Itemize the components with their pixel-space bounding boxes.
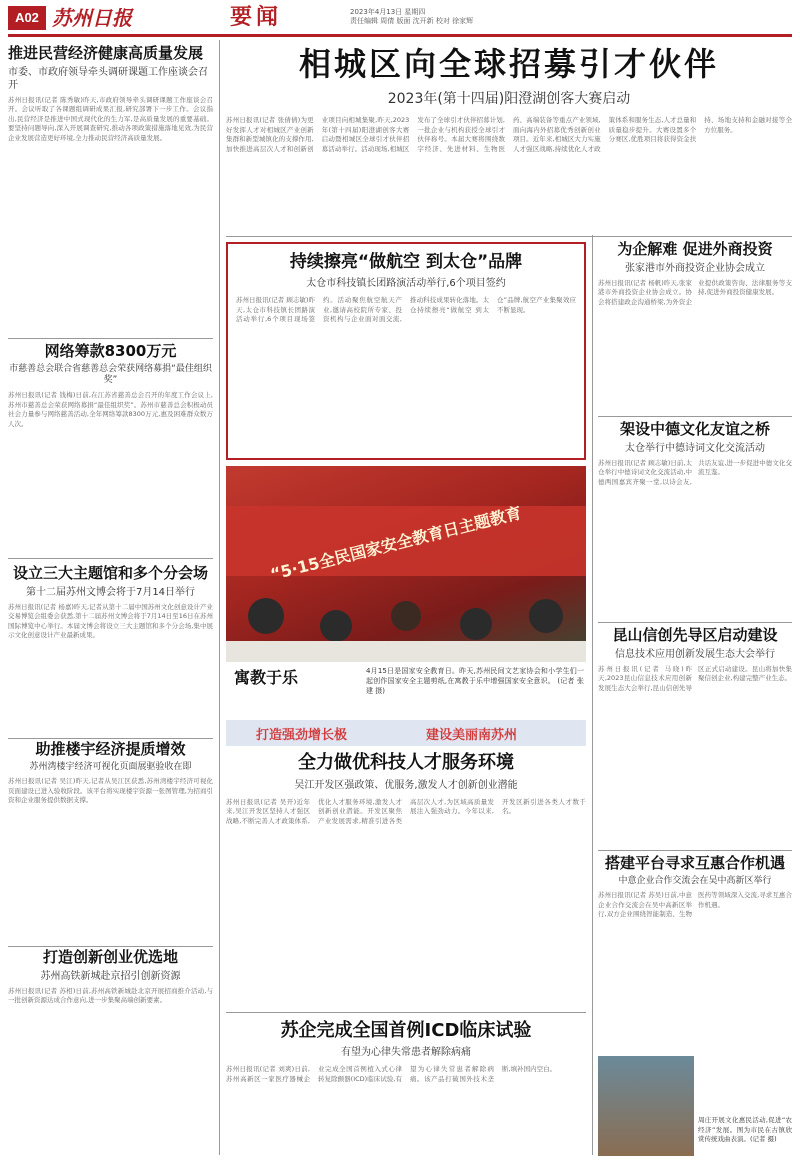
article-sino-italian — [598, 854, 792, 1054]
photo-credit: (记者 张建 摄) — [366, 677, 584, 695]
article-talent-service — [226, 752, 586, 1010]
article-body: 苏州日报讯(记者 杨帆)昨天,张家港市外商投资企业协会成立。协会将搭建政企沟通桥梁,为外资企业提供政策咨询、法律服务等支持,促进外商投资健康发展。 — [598, 278, 792, 306]
article-sino-german — [598, 420, 792, 620]
newspaper-logo: 苏州日报 — [52, 6, 132, 30]
bottom-photo — [598, 1056, 694, 1156]
divider — [8, 946, 213, 947]
article-subtitle: 第十二届苏州文博会将于7月14日举行 — [25, 586, 196, 598]
slogan-text-2: 建设美丽南苏州 — [426, 728, 518, 743]
article-kunshan — [598, 626, 792, 846]
photo-person-head — [460, 608, 492, 640]
divider — [226, 1012, 586, 1013]
article-title: 架设中德文化友谊之桥 — [619, 420, 770, 438]
article-title: 苏企完成全国首例ICD临床试验 — [280, 1020, 532, 1041]
bottom-photo-block — [598, 1056, 792, 1156]
divider — [8, 338, 213, 339]
article-body: 苏州日报讯(记者 顾志敏)昨天,太仓市科技镇长团路演活动举行,6个项目现场签约。活动聚焦航空航天产业,邀请高校院所专家、投资机构与企业面对面交流,推动科技成果转化落地。太仓持续擦亮“做航空 到太仓”品牌,航空产业集聚效应不断显现。 — [236, 296, 576, 324]
article-title: 助推楼宇经济提质增效 — [35, 740, 186, 758]
article-subtitle: 太仓市科技镇长团路演活动举行,6个项目签约 — [306, 278, 506, 290]
article-body: 苏州日报讯(记者 苏相)日前,苏州高铁新城赴北京开展招商推介活动,与一批创新资源达成合作意向,进一步集聚高端创新要素。 — [8, 986, 213, 1005]
article-body: 苏州日报讯(记者 刘爽)日前,苏州高新区一家医疗器械企业完成全国首例植入式心律转复除颤器(ICD)临床试验,有望为心律失常患者解除病痛。该产品打破国外技术垄断,填补国内空白。 — [226, 1065, 557, 1083]
article-body: 苏州日报讯(记者 钱梅)日前,在江苏省慈善总会召开的年度工作会议上,苏州市慈善总会荣获网络募捐“最佳组织奖”。苏州市慈善总会积极动员社会力量参与网络慈善活动,全年网络筹款8300万元,惠及困难群众数万人次。 — [8, 391, 213, 428]
photo-caption-area — [226, 664, 586, 716]
photo-banner-text: “5·15全民国家安全教育日主题教育 — [268, 503, 524, 584]
article-body: 苏州日报讯(记者 杨嘉)昨天,记者从第十二届中国苏州文化创意设计产业交易博览会组委会获悉,第十二届苏州文博会将于7月14日至16日在苏州国际博览中心举行。本届文博会将设立三大主题馆和多个分会场,集中展示文化创意设计产业最新成果。 — [8, 602, 213, 640]
column-divider — [592, 235, 593, 1155]
article-body: 苏州日报讯(记者 吴江)昨天,记者从吴江区获悉,苏州湾楼宇经济可视化页面建设已进入验收阶段。该平台将实现楼宇资源一张图管理,为招商引资和企业服务提供数据支撑。 — [8, 777, 213, 805]
article-subtitle: 市慈善总会联合省慈善总会荣获网络募捐“最佳组织奖” — [9, 363, 212, 386]
news-photo — [226, 466, 586, 662]
article-body: 苏州日报讯(记者 吴开)近年来,吴江开发区坚持人才强区战略,不断完善人才政策体系,优化人才服务环境,激发人才创新创业潜能。开发区聚焦产业发展需求,精准引进各类高层次人才,为区域高质量发展注入强劲动力。今年以来,开发区新引进各类人才数千名。 — [226, 797, 586, 825]
page-number-badge: A02 — [8, 6, 46, 30]
header-info — [350, 8, 550, 26]
article-subtitle: 有望为心律失常患者解除病痛 — [341, 1047, 471, 1058]
article-subtitle: 信息技术应用创新发展生态大会举行 — [615, 648, 775, 660]
boxed-article — [226, 242, 586, 460]
top-rule — [8, 34, 792, 37]
article-title: 昆山信创先导区启动建设 — [612, 626, 778, 644]
column-divider — [219, 40, 220, 1155]
article-icd-trial — [226, 1016, 586, 1156]
article-subtitle: 市委、市政府领导牵头调研课题工作座谈会召开 — [8, 66, 208, 91]
editors-line: 责任编辑 周倩 版面 沈开新 校对 徐家辉 — [350, 17, 474, 25]
divider — [8, 558, 213, 559]
photo-person-head — [320, 610, 352, 642]
lead-article — [226, 44, 792, 234]
article-building-economy — [8, 740, 213, 940]
bottom-photo-caption: 周庄开展文化惠民活动,促进“农经济”发展。图为市民在古镇欣赏传统戏曲表演。(记者 摄) — [698, 1116, 792, 1143]
article-title: 搭建平台寻求互惠合作机遇 — [604, 854, 785, 872]
photo-shirts — [226, 641, 586, 662]
divider — [598, 622, 792, 623]
article-charity — [8, 342, 213, 552]
article-subtitle: 中意企业合作交流会在吴中高新区举行 — [618, 875, 772, 886]
article-foreign-investment — [598, 240, 792, 412]
article-title: 为企解难 促进外商投资 — [617, 240, 773, 258]
divider — [8, 738, 213, 739]
article-body: 苏州日报讯(记者 苏吴)日前,中意企业合作交流会在吴中高新区举行,双方企业围绕智能制造、生物医药等领域深入交流,寻求互惠合作机遇。 — [598, 891, 792, 919]
article-subtitle: 苏州湾楼宇经济可视化页面展驱验收在即 — [29, 761, 192, 772]
article-private-economy — [8, 44, 213, 344]
photo-caption-text: 4月15日是国家安全教育日。昨天,苏州民间文艺家协会和小学生们一起创作国家安全主题剪纸,在寓教于乐中增强国家安全意识。 — [366, 667, 584, 685]
article-title: 持续擦亮“做航空 到太仓”品牌 — [289, 252, 523, 272]
article-body: 苏州日报讯(记者 陈秀敏)昨天,市政府领导牵头调研课题工作座谈会召开。会议听取了各课题组调研成果汇报,研究部署下一步工作。会议指出,民营经济是推进中国式现代化的生力军,是高质量发展的重要基础。要坚持问题导向,深入开展调查研究,推动各项政策措施落地见效,为民营企业发展营造更好环境,全力推动民营经济高质量发展。 — [8, 95, 213, 142]
lead-title: 相城区向全球招募引才伙伴 — [298, 45, 719, 83]
article-body: 苏州日报讯(记者 顾志敏)日前,太仓举行中德诗词文化交流活动,中德两国嘉宾齐聚一堂,以诗会友,共话友谊,进一步促进中德文化交流互鉴。 — [598, 458, 792, 486]
lead-subtitle: 2023年(第十四届)阳澄湖创客大赛启动 — [387, 91, 631, 107]
article-subtitle: 苏州高铁新城赴京招引创新资源 — [40, 970, 181, 982]
article-title: 打造创新创业优选地 — [42, 948, 178, 966]
article-body: 苏州日报讯(记者 马晓)昨天,2023昆山信息技术应用创新发展生态大会举行,昆山信创先导区正式启动建设。昆山将加快集聚信创企业,构建完整产业生态。 — [598, 664, 792, 692]
article-subtitle: 张家港市外商投资企业协会成立 — [625, 262, 765, 274]
divider — [598, 850, 792, 851]
photo-caption — [366, 666, 584, 696]
article-subtitle: 吴江开发区强政策、优服务,激发人才创新创业潜能 — [294, 779, 518, 791]
photo-caption-title: 寓教于乐 — [234, 668, 299, 687]
article-expo — [8, 564, 213, 734]
slogan-text-1: 打造强劲增长极 — [256, 728, 348, 743]
article-title: 推进民营经济健康高质量发展 — [8, 44, 204, 62]
slogan-strip — [226, 720, 586, 746]
divider — [598, 416, 792, 417]
issue-date: 2023年4月13日 星期四 — [350, 8, 426, 16]
article-title: 全力做优科技人才服务环境 — [298, 752, 514, 773]
lead-body: 苏州日报讯(记者 张倩倩)为更好发挥人才对相城区产业创新集群和新型城镇化的支撑作用,加快推进高层次人才和创新创业项目向相城集聚,昨天,2023年(第十四届)阳澄湖创客大赛启动暨相城区全球引才伙伴招募活动举行。活动现场,相城区发布了全球引才伙伴招募计划,一批企业与机构获授全球引才伙伴称号。本届大赛将围绕数字经济、先进材料、生物医药、高端装备等重点产业领域,面向海内外招募优秀创新创业项目。近年来,相城区大力实施人才强区战略,持续优化人才政策体系和服务生态,人才总量和质量稳步提升。大赛设置多个分赛区,优胜项目将获得资金扶持、场地支持和金融对接等全方位服务。 — [226, 116, 792, 153]
section-title: 要闻 — [230, 5, 283, 30]
photo-person-head — [391, 601, 421, 631]
photo-person-head — [529, 599, 563, 633]
article-title: 设立三大主题馆和多个分会场 — [12, 564, 208, 582]
article-innovation — [8, 948, 213, 1148]
article-subtitle: 太仓举行中德诗词文化交流活动 — [625, 442, 765, 454]
divider — [226, 236, 792, 237]
article-title: 网络筹款8300万元 — [44, 342, 177, 360]
photo-person-head — [248, 598, 284, 634]
